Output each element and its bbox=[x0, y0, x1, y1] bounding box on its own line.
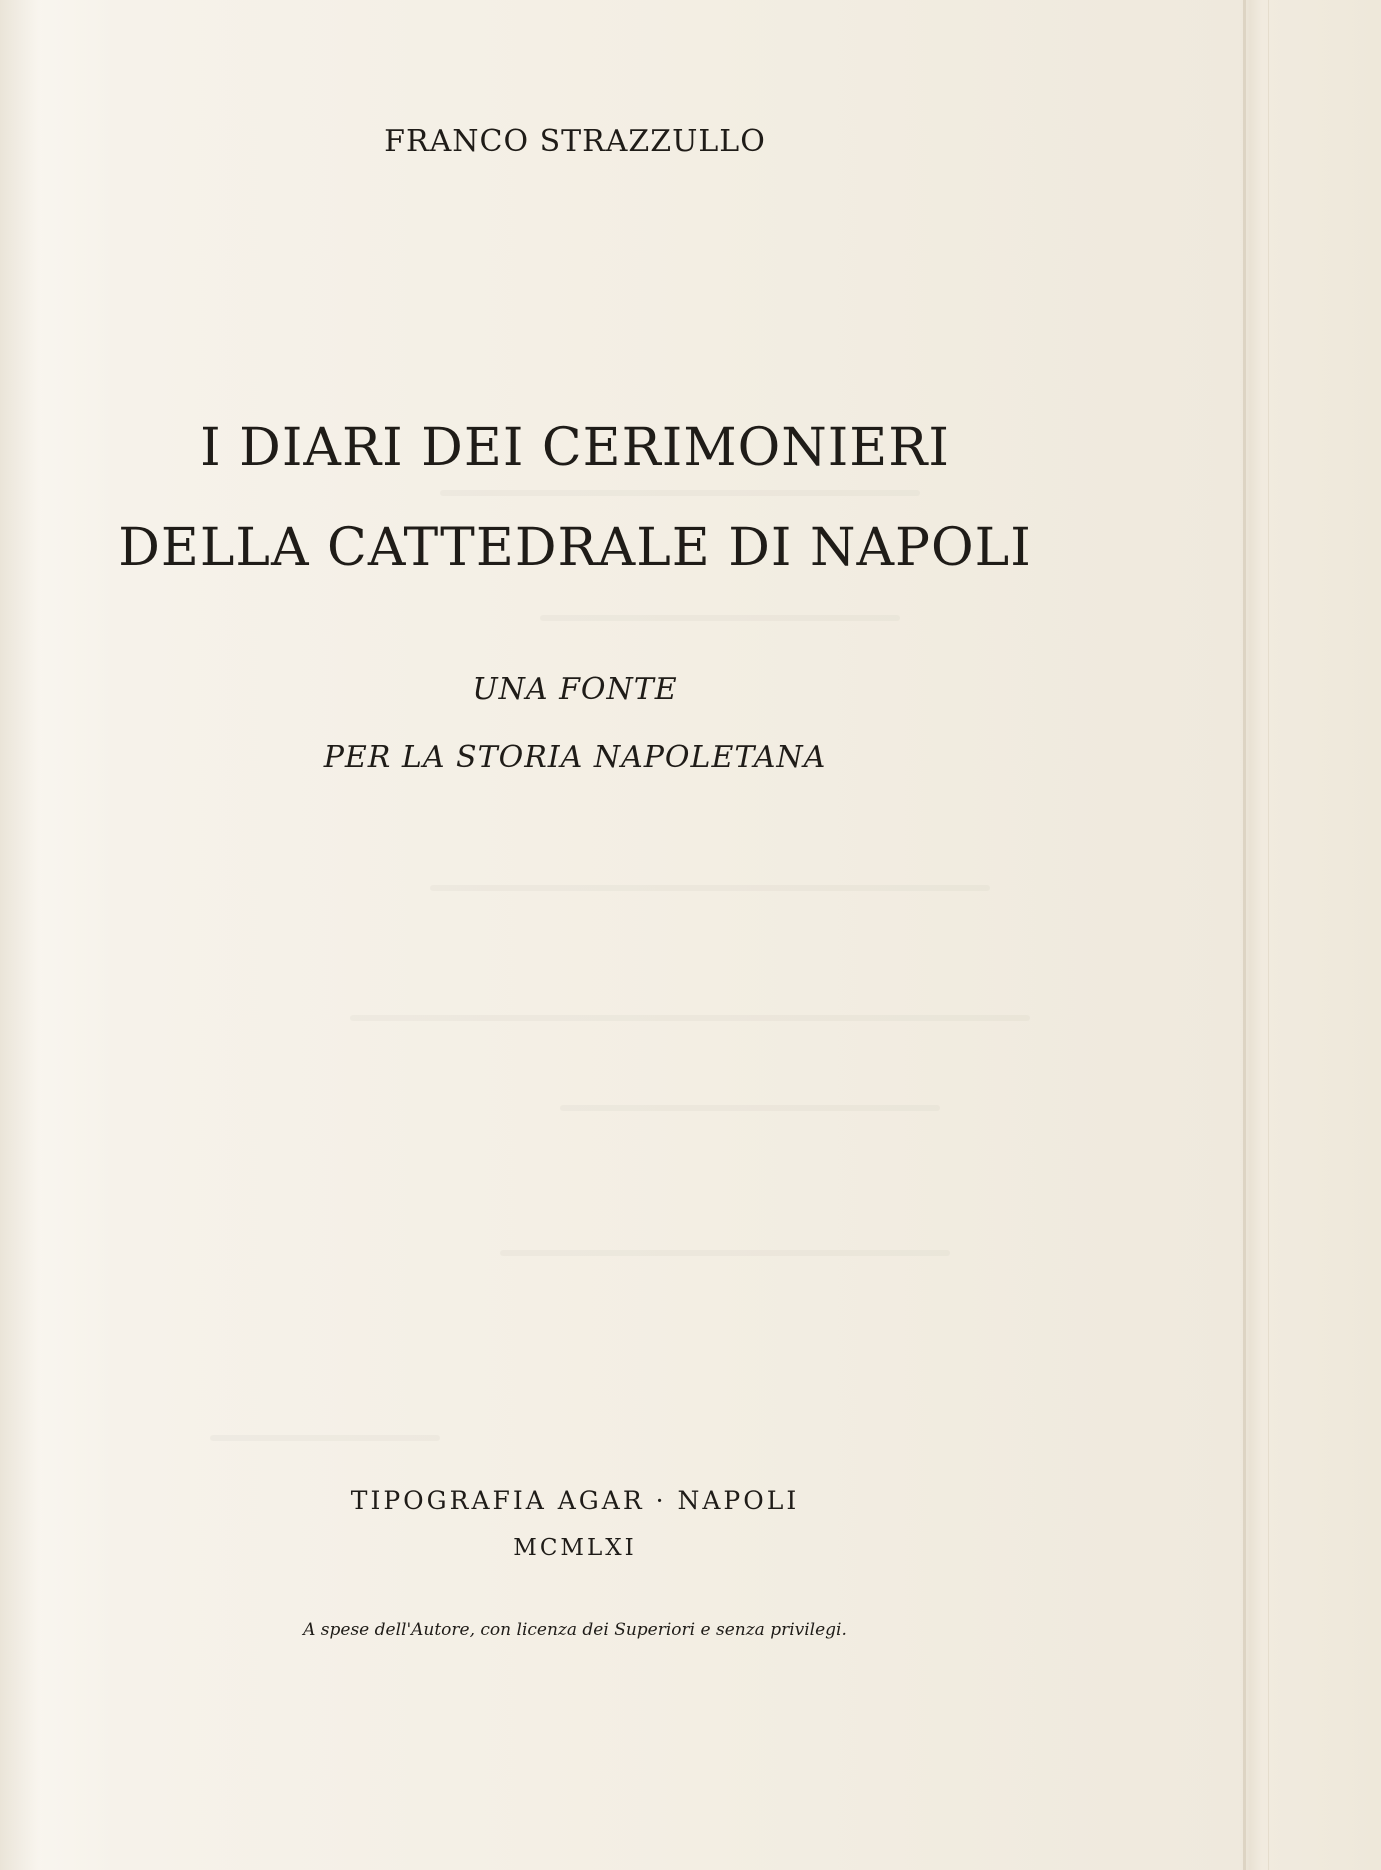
author-name: FRANCO STRAZZULLO bbox=[384, 124, 766, 159]
bleed-through-mark bbox=[560, 1105, 940, 1111]
publication-note: A spese dell'Autore, con licenza dei Superiori e senza privilegi. bbox=[303, 1620, 847, 1640]
subtitle-line-2: PER LA STORIA NAPOLETANA bbox=[323, 740, 827, 775]
bleed-through-mark bbox=[210, 1435, 440, 1441]
bleed-through-mark bbox=[430, 885, 990, 891]
publication-year: MCMLXI bbox=[513, 1535, 637, 1561]
bleed-through-mark bbox=[350, 1015, 1030, 1021]
spine-shadow bbox=[0, 0, 40, 1870]
bleed-through-mark bbox=[440, 490, 920, 496]
title-line-2: DELLA CATTEDRALE DI NAPOLI bbox=[118, 518, 1032, 578]
page-fold bbox=[1243, 0, 1246, 1870]
bleed-through-mark bbox=[540, 615, 900, 621]
subtitle-line-1: UNA FONTE bbox=[472, 672, 678, 707]
bleed-through-mark bbox=[500, 1250, 950, 1256]
printer-imprint: TIPOGRAFIA AGAR · NAPOLI bbox=[350, 1486, 800, 1515]
title-line-1: I DIARI DEI CERIMONIERI bbox=[200, 418, 950, 478]
page-edge bbox=[1268, 0, 1269, 1870]
